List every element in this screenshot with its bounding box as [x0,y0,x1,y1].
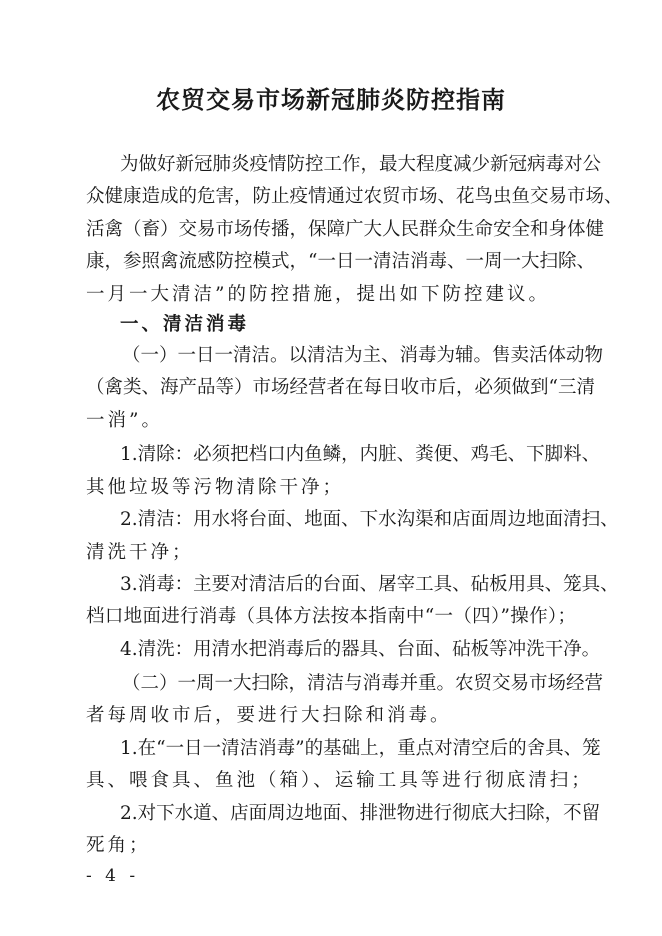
section-heading: 一、清洁消毒 [120,314,250,335]
text-line: 具、喂食具、鱼池（箱）、运输工具等进行彻底清扫； [86,770,593,791]
text-line: （禽类、海产品等）市场经营者在每日收市后，必须做到“三清 [86,377,595,398]
text-line: 康，参照禽流感防控模式，“一日一清洁消毒、一周一大扫除、 [86,251,595,272]
text-line: 1.清除：必须把档口内鱼鳞，内脏、粪便、鸡毛、下脚料、 [120,444,601,465]
text-line: 活禽（畜）交易市场传播，保障广大人民群众生命安全和身体健 [86,219,605,240]
text-line: 档口地面进行消毒（具体方法按本指南中“一（四）”操作）； [86,606,576,627]
text-line: 死角； [86,835,151,856]
text-line: 其他垃圾等污物清除干净； [86,477,345,498]
text-line: 4.清洗：用清水把消毒后的器具、台面、砧板等冲洗干净。 [120,639,601,660]
text-line: （一）一日一清洁。以清洁为主、消毒为辅。售卖活体动物 [122,345,604,366]
text-line: 为做好新冠肺炎疫情防控工作，最大程度减少新冠病毒对公 [120,154,602,175]
text-line: 众健康造成的危害，防止疫情通过农贸市场、花鸟虫鱼交易市场、 [86,186,623,207]
text-line: 1.在“一日一清洁消毒”的基础上，重点对清空后的舍具、笼 [120,738,601,759]
text-line: 3.消毒：主要对清洁后的台面、屠宰工具、砧板用具、笼具、 [120,574,619,595]
text-line: 2.对下水道、店面周边地面、排泄物进行彻底大扫除，不留 [120,803,601,824]
text-line: 清洗干净； [86,542,194,563]
text-line: 者每周收市后，要进行大扫除和消毒。 [86,705,452,726]
text-line: 2.清洁：用水将台面、地面、下水沟渠和店面周边地面清扫、 [120,509,619,530]
document-title: 农贸交易市场新冠肺炎防控指南 [156,85,506,114]
text-line: 一月一大清洁”的防控措施，提出如下防控建议。 [86,284,550,305]
page-number: - 4 - [86,866,140,886]
text-line: （二）一周一大扫除，清洁与消毒并重。农贸交易市场经营 [122,673,604,694]
text-line: 一消”。 [86,410,163,431]
